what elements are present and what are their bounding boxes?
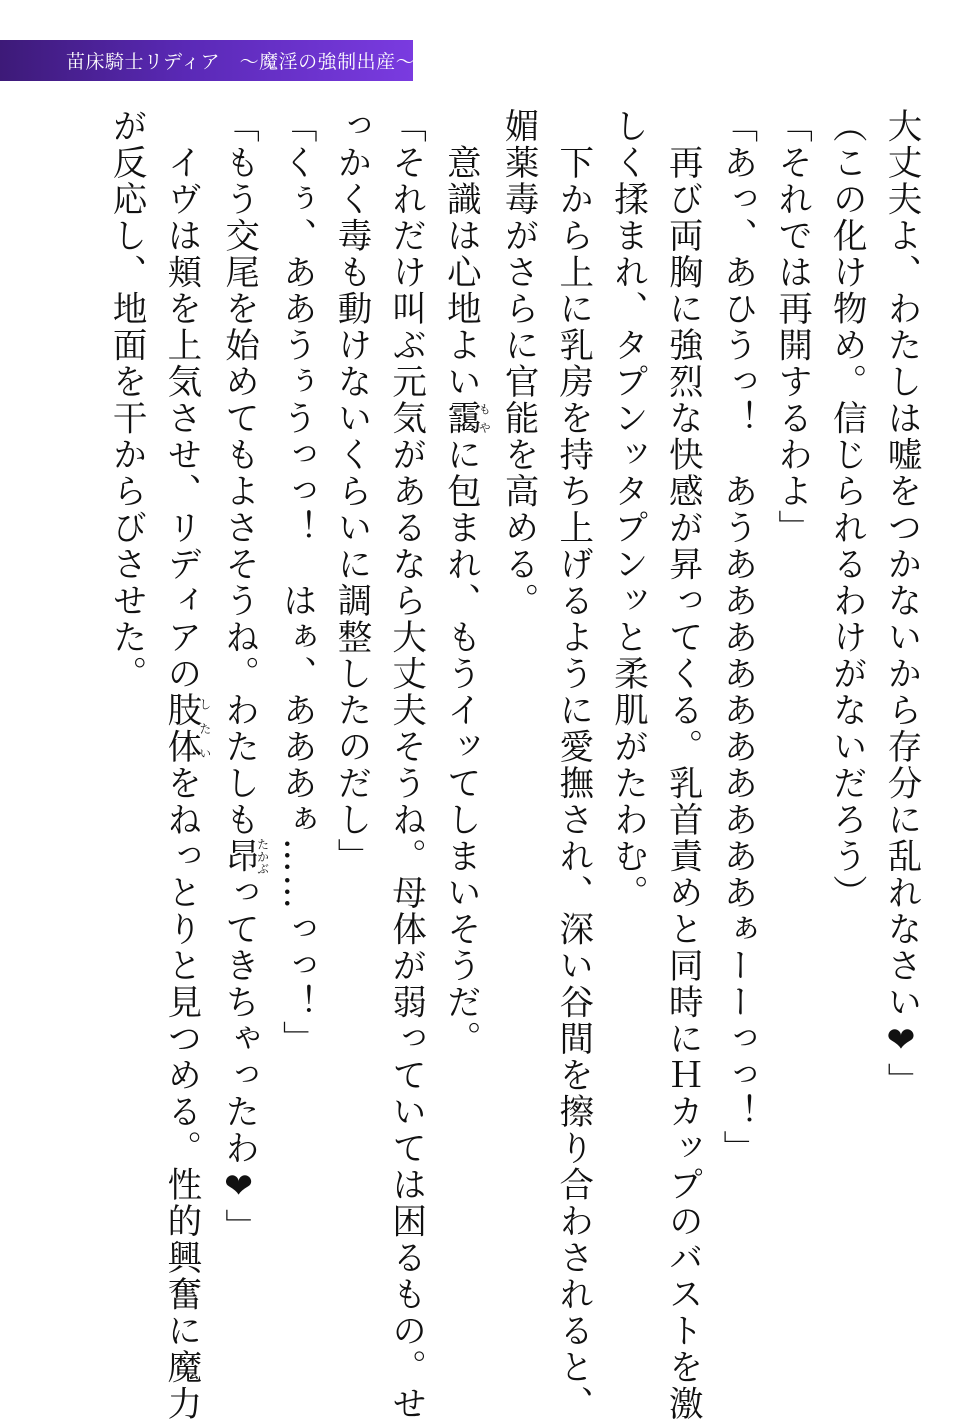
chapter-header-bar — [0, 40, 416, 81]
text-line-3: 「それでは再開するわよ」 — [771, 108, 812, 546]
text-line-11: っかく毒も動けないくらいに調整したのだし」 — [330, 108, 371, 875]
text-line-10: 「それだけ叫ぶ元気があるなら大丈夫そうね。母体が弱っていては困るもの。せ — [385, 108, 426, 1422]
ruby-mist: 靄もや — [440, 400, 492, 437]
text-line-15: が反応し、地面を干からびさせた。 — [106, 108, 147, 692]
text-line-2: （この化け物め。信じられるわけがないだろう） — [826, 108, 867, 911]
text-line-14: イヴは頬を上気させ、リディアの肢体したいをねっとりと見つめる。性的興奮に魔力 — [160, 108, 212, 1422]
text-line-12: 「くぅ、ああうぅうっっ！ はぁ、あああぁ……っっ！」 — [276, 108, 317, 1057]
text-line-6: しく揉まれ、タプンッタプンッと柔肌がたわむ。 — [607, 108, 648, 911]
ruby-limbs: 肢体したい — [160, 692, 212, 765]
ruby-excite: 昂たかぶ — [218, 838, 270, 875]
text-line-5: 再び両胸に強烈な快感が昇ってくる。乳首責めと同時にＨカップのバストを激 — [662, 108, 703, 1422]
book-title: 苗床騎士リディア ～魔淫の強制出産～ — [66, 51, 416, 73]
text-line-9: 意識は心地よい靄もやに包まれ、もうイッてしまいそうだ。 — [440, 108, 492, 1057]
text-line-1: 大丈夫よ、わたしは嘘をつかないから存分に乱れなさい❤」 — [881, 108, 921, 1099]
text-line-8: 媚薬毒がさらに官能を高める。 — [498, 108, 539, 619]
text-line-13: 「もう交尾を始めてもよさそうね。わたしも昂たかぶってきちゃったわ❤」 — [218, 108, 270, 1245]
text-line-4: 「あっ、あひうっ！ あうああああああああああぁーーっっ！」 — [716, 108, 757, 1167]
text-line-7: 下から上に乳房を持ち上げるように愛撫され、深い谷間を擦り合わされると、 — [552, 108, 593, 1422]
novel-body-text — [98, 108, 928, 1422]
